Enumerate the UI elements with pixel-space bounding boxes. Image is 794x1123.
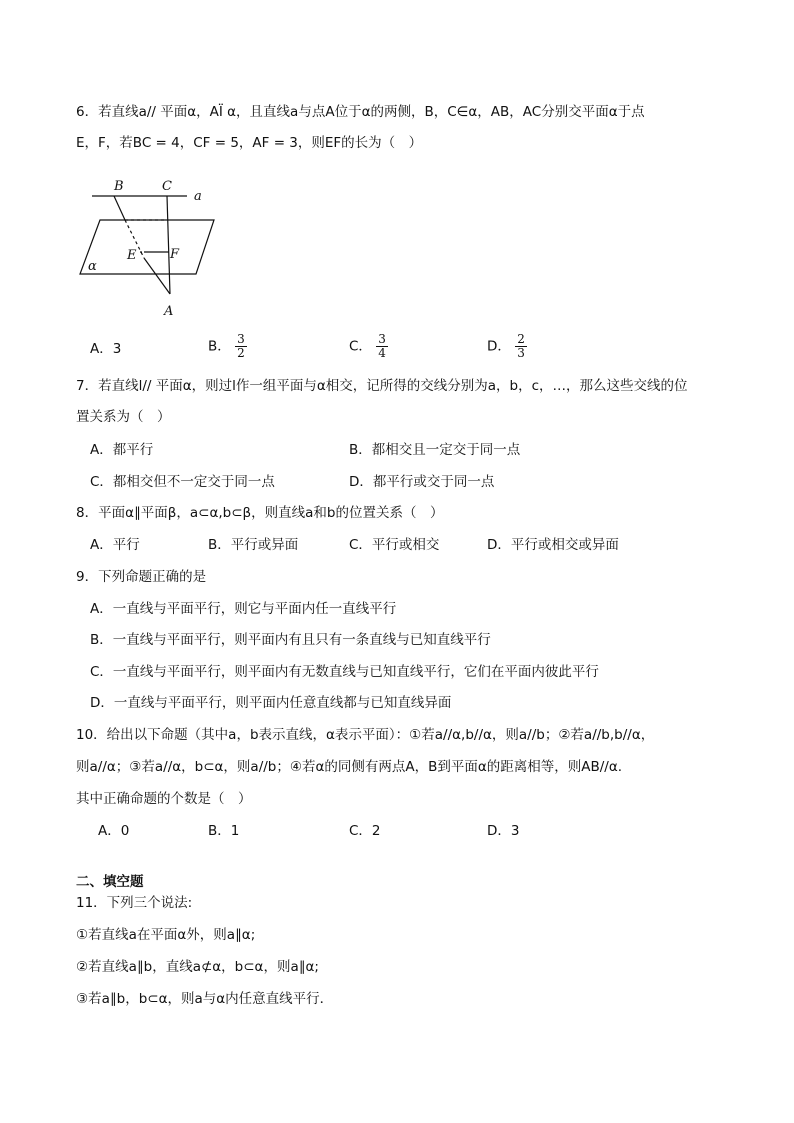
label-B: B xyxy=(114,179,124,194)
q9-line1: 9．下列命题正确的是 xyxy=(76,569,207,585)
q10-option-b: B．1 xyxy=(208,823,240,839)
q8-option-b: B．平行或异面 xyxy=(208,537,299,553)
q6-option-b-den: 2 xyxy=(237,346,245,360)
q6-option-c-prefix: C． xyxy=(349,338,372,355)
q10-option-d: D．3 xyxy=(487,823,520,839)
q6-option-d-num: 2 xyxy=(517,332,525,346)
q6-option-c xyxy=(349,333,388,360)
q9-option-d: D．一直线与平面平行，则平面内任意直线都与已知直线异面 xyxy=(90,695,452,711)
label-E: E xyxy=(127,248,137,263)
q7-line2: 置关系为（ ） xyxy=(76,409,171,425)
q6-option-c-fraction xyxy=(376,333,388,360)
q8-option-a: A．平行 xyxy=(90,537,140,553)
q7-option-c: C．都相交但不一定交于同一点 xyxy=(90,474,275,490)
q6-option-b-num: 3 xyxy=(237,332,245,346)
q10-line1: 10．给出以下命题（其中a，b表示直线，α表示平面）：①若a//α,b//α，则a//b；②若a//b,b//α， xyxy=(76,727,655,743)
q9-option-a: A．一直线与平面平行，则它与平面内任一直线平行 xyxy=(90,601,397,617)
label-C: C xyxy=(162,179,172,194)
section-heading-fill-in: 二、填空题 xyxy=(76,874,144,890)
q6-option-d-fraction xyxy=(515,333,527,360)
q11-statement-3: ③若a∥b，b⊂α，则a与α内任意直线平行． xyxy=(76,991,334,1007)
q6-option-d xyxy=(487,333,527,360)
q7-option-a: A．都平行 xyxy=(90,442,154,458)
q8-line1: 8．平面α∥平面β，a⊂α,b⊂β，则直线a和b的位置关系（ ） xyxy=(76,505,444,521)
label-alpha: α xyxy=(88,259,97,274)
q6-option-b xyxy=(208,333,247,360)
q8-option-c: C．平行或相交 xyxy=(349,537,440,553)
q7-option-b: B．都相交且一定交于同一点 xyxy=(349,442,521,458)
line-BA-lower xyxy=(144,258,170,294)
q6-line2: E，F，若BC = 4，CF = 5，AF = 3，则EF的长为（ ） xyxy=(76,135,423,151)
label-A: A xyxy=(164,304,174,319)
label-a: a xyxy=(194,189,202,204)
q9-option-c: C．一直线与平面平行，则平面内有无数直线与已知直线平行，它们在平面内彼此平行 xyxy=(90,664,599,680)
q7-line1: 7．若直线l// 平面α，则过l作一组平面与α相交，记所得的交线分别为a，b，c，…，那么这些交线的位 xyxy=(76,378,688,394)
q6-option-b-fraction xyxy=(235,333,247,360)
q10-option-c: C．2 xyxy=(349,823,381,839)
q10-option-a: A．0 xyxy=(98,823,130,839)
q6-line1: 6．若直线a// 平面α，AÏ α，且直线a与点A位于α的两侧，B，C∈α，AB，AC分别交平面α于点 xyxy=(76,104,645,120)
q9-option-b: B．一直线与平面平行，则平面内有且只有一条直线与已知直线平行 xyxy=(90,632,491,648)
q10-line2: 则a//α；③若a//α，b⊂α，则a//b；④若α的同侧有两点A，B到平面α的距离相等，则AB//α. xyxy=(76,759,623,775)
plane-alpha xyxy=(80,220,214,274)
line-BA-upper xyxy=(114,196,125,220)
q8-option-d: D．平行或相交或异面 xyxy=(487,537,619,553)
q6-option-c-num: 3 xyxy=(378,332,386,346)
q6-option-a: A．3 xyxy=(90,341,122,357)
q10-line3: 其中正确命题的个数是（ ） xyxy=(76,791,252,807)
q7-option-d: D．都平行或交于同一点 xyxy=(349,474,495,490)
q6-option-d-prefix: D． xyxy=(487,338,511,355)
label-F: F xyxy=(170,247,180,262)
q11-statement-1: ①若直线a在平面α外，则a∥α; xyxy=(76,927,256,943)
q6-figure xyxy=(74,172,224,322)
q6-option-c-den: 4 xyxy=(378,346,386,360)
q11-line1: 11．下列三个说法: xyxy=(76,895,193,911)
q6-option-d-den: 3 xyxy=(517,346,525,360)
q6-option-b-prefix: B． xyxy=(208,338,231,355)
line-CA xyxy=(167,196,170,294)
q11-statement-2: ②若直线a∥b，直线a⊄α，b⊂α，则a∥α; xyxy=(76,959,319,975)
